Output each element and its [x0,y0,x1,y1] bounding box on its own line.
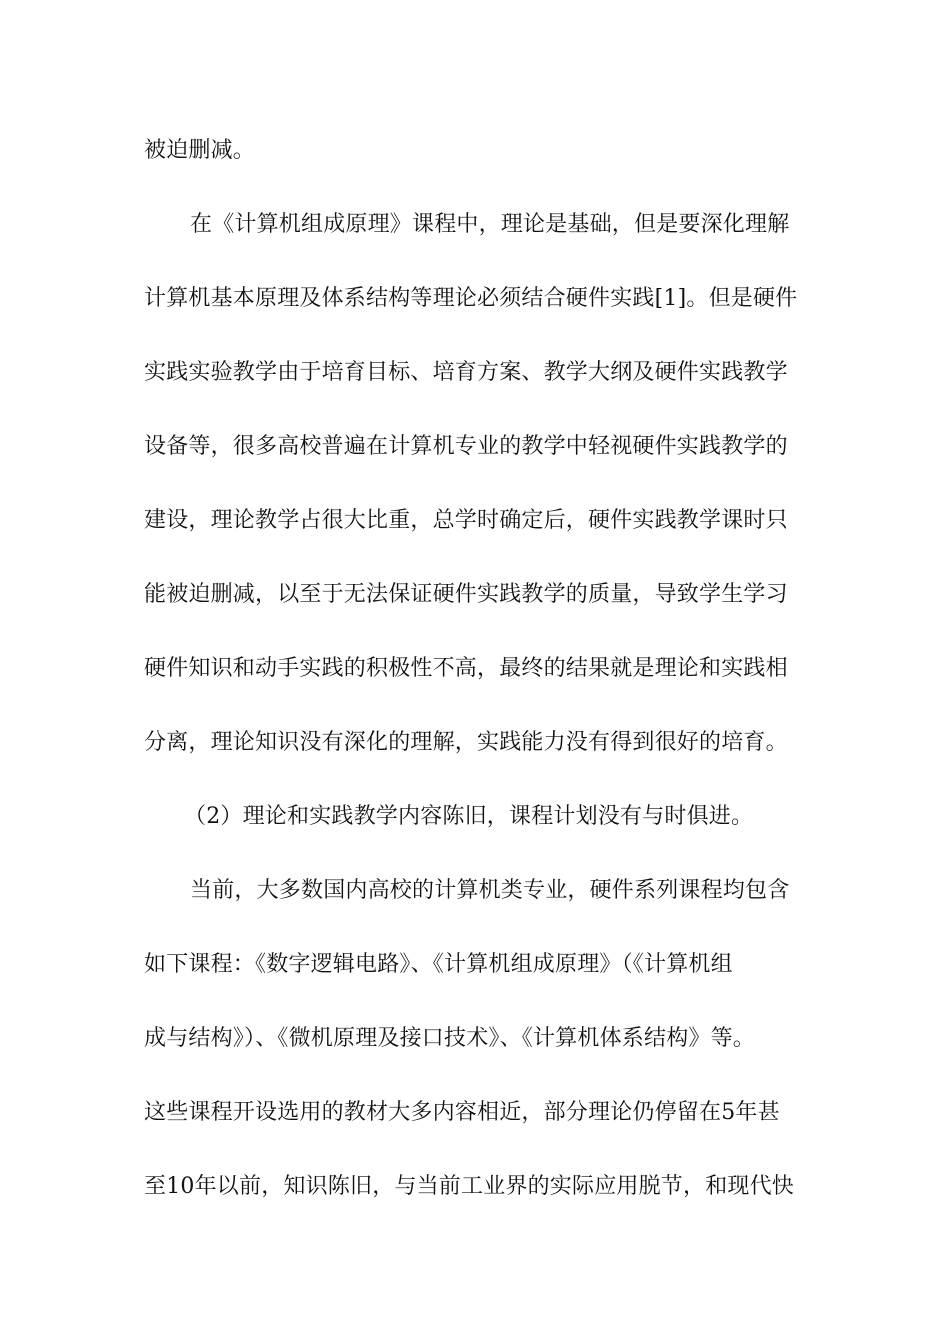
text-line: 建设，理论教学占很大比重，总学时确定后，硬件实践教学课时只 [144,508,788,533]
text-line: 如下课程：《数字逻辑电路》、《计算机组成原理》（《计算机组 [144,952,733,977]
section-heading: （2）理论和实践教学内容陈旧，课程计划没有与时俱进。 [184,804,754,829]
text-line: 计算机基本原理及体系结构等理论必须结合硬件实践[1]。但是硬件 [144,286,798,311]
paragraph-first-line: 当前，大多数国内高校的计算机类专业，硬件系列课程均包含 [190,878,790,903]
text-line: 分离，理论知识没有深化的理解，实践能力没有得到很好的培育。 [144,730,788,755]
text-line: 硬件知识和动手实践的积极性不高，最终的结果就是理论和实践相 [144,656,788,681]
text-line: 实践实验教学由于培育目标、培育方案、教学大纲及硬件实践教学 [144,360,788,385]
text-line: 这些课程开设选用的教材大多内容相近，部分理论仍停留在5年甚 [144,1100,780,1125]
text-line: 被迫删减。 [144,138,256,163]
paragraph-first-line: 在《计算机组成原理》课程中，理论是基础，但是要深化理解 [190,212,790,237]
text-line: 成与结构》）、《微机原理及接口技术》、《计算机体系结构》等。 [144,1026,756,1051]
text-line: 至10年以前，知识陈旧，与当前工业界的实际应用脱节，和现代快 [144,1174,794,1199]
text-line: 设备等，很多高校普遍在计算机专业的教学中轻视硬件实践教学的 [144,434,788,459]
text-line: 能被迫删减，以至于无法保证硬件实践教学的质量，导致学生学习 [144,582,788,607]
